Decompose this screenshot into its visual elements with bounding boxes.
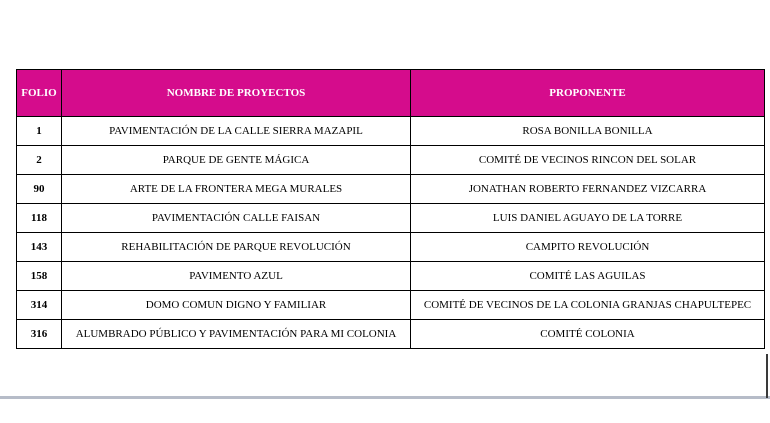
cell-folio: 316 [17, 320, 62, 349]
cell-proponente: COMITÉ COLONIA [411, 320, 765, 349]
cell-nombre: PAVIMENTACIÓN CALLE FAISAN [62, 204, 411, 233]
table-row [17, 320, 765, 349]
cell-proponente: CAMPITO REVOLUCIÓN [411, 233, 765, 262]
cell-proponente: COMITÉ LAS AGUILAS [411, 262, 765, 291]
cell-folio: 118 [17, 204, 62, 233]
cell-nombre: ARTE DE LA FRONTERA MEGA MURALES [62, 175, 411, 204]
bottom-divider [0, 396, 770, 399]
cell-proponente: JONATHAN ROBERTO FERNANDEZ VIZCARRA [411, 175, 765, 204]
cell-nombre: ALUMBRADO PÚBLICO Y PAVIMENTACIÓN PARA MI COLONIA [62, 320, 411, 349]
table-header-row [17, 70, 765, 117]
cell-proponente: LUIS DANIEL AGUAYO DE LA TORRE [411, 204, 765, 233]
cell-folio: 143 [17, 233, 62, 262]
cell-folio: 1 [17, 117, 62, 146]
cell-nombre: PARQUE DE GENTE MÁGICA [62, 146, 411, 175]
cell-proponente: COMITÉ DE VECINOS DE LA COLONIA GRANJAS CHAPULTEPEC [411, 291, 765, 320]
cell-nombre: PAVIMENTO AZUL [62, 262, 411, 291]
cell-folio: 2 [17, 146, 62, 175]
cell-proponente: COMITÉ DE VECINOS RINCON DEL SOLAR [411, 146, 765, 175]
cell-nombre: PAVIMENTACIÓN DE LA CALLE SIERRA MAZAPIL [62, 117, 411, 146]
cell-folio: 314 [17, 291, 62, 320]
cell-proponente: ROSA BONILLA BONILLA [411, 117, 765, 146]
projects-table [16, 69, 765, 349]
header-folio: FOLIO [17, 70, 62, 117]
table-row [17, 233, 765, 262]
cell-folio: 158 [17, 262, 62, 291]
table-row [17, 204, 765, 233]
table-row [17, 175, 765, 204]
header-nombre: NOMBRE DE PROYECTOS [62, 70, 411, 117]
header-proponente: PROPONENTE [411, 70, 765, 117]
cell-nombre: DOMO COMUN DIGNO Y FAMILIAR [62, 291, 411, 320]
scroll-edge-mark [766, 354, 768, 398]
table-row [17, 117, 765, 146]
table-row [17, 291, 765, 320]
table-row [17, 146, 765, 175]
table-row [17, 262, 765, 291]
cell-nombre: REHABILITACIÓN DE PARQUE REVOLUCIÓN [62, 233, 411, 262]
cell-folio: 90 [17, 175, 62, 204]
